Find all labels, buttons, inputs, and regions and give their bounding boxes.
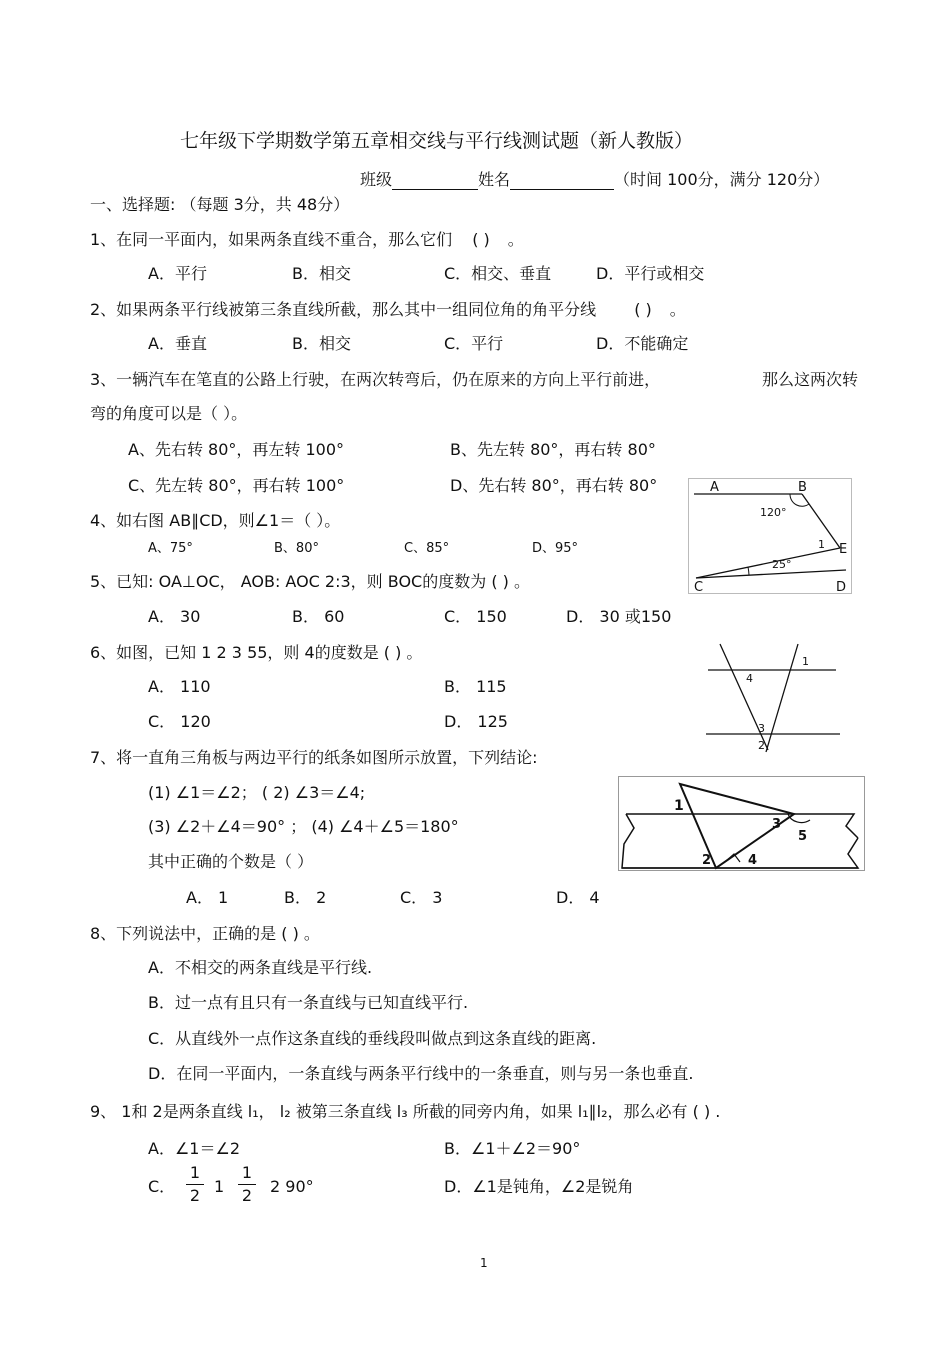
q4-figure: [688, 478, 852, 594]
q7-figure: [618, 776, 866, 872]
fraction-2-bar: [238, 1184, 256, 1185]
question-2-stem: [90, 300, 686, 320]
q9-option-c-fraction-1: [186, 1164, 204, 1205]
q1-option-d: D．平行或相交: [596, 264, 705, 283]
q7-option-a: A． 1: [186, 888, 229, 907]
q2-option-b: B．相交: [292, 334, 351, 353]
point-a-label: A: [710, 480, 719, 495]
header-info: [360, 170, 829, 190]
paper-strip-top-edge: [626, 814, 858, 838]
question-8-stem: 8、下列说法中，正确的是 ( ) 。: [90, 924, 320, 943]
fraction-2-denominator: 2: [241, 1186, 253, 1205]
q4-figure-frame: [689, 479, 852, 594]
q7-question: 其中正确的个数是（ ）: [148, 852, 314, 871]
name-blank[interactable]: [510, 171, 614, 190]
q6-option-b: B． 115: [444, 677, 507, 696]
point-c-label: C: [694, 580, 704, 594]
paper-strip-bottom-edge: [622, 814, 858, 868]
point-d-label: D: [836, 580, 847, 594]
q1-option-b: B．相交: [292, 264, 351, 283]
time-info: （时间 100分，满分 120分）: [614, 170, 830, 189]
angle-1-label: 1: [818, 538, 825, 551]
q2-option-a: A．垂直: [148, 334, 207, 353]
question-1-stem: [90, 230, 524, 250]
question-7-stem: 7、将一直角三角板与两边平行的纸条如图所示放置，下列结论:: [90, 748, 538, 767]
q2-end: 。: [669, 300, 686, 319]
q5-option-a: A． 30: [148, 607, 201, 626]
angle-2-label: 2: [758, 739, 765, 752]
q8-option-a: A．不相交的两条直线是平行线.: [148, 958, 373, 977]
q7-option-d: D． 4: [556, 888, 600, 907]
q2-option-c: C．平行: [444, 334, 504, 353]
q9-option-c-angle-1: 1: [214, 1177, 225, 1196]
q2-paren: ( ): [634, 300, 652, 319]
q1-text: 1、在同一平面内，如果两条直线不重合，那么它们: [90, 230, 453, 249]
class-blank[interactable]: [392, 171, 478, 190]
q4-option-c: C、85°: [404, 541, 450, 556]
angle-1-label: 1: [674, 798, 684, 814]
q8-option-c: C．从直线外一点作这条直线的垂线段叫做点到这条直线的距离.: [148, 1029, 597, 1048]
q7-figure-frame: [619, 777, 865, 871]
angle-5-label: 5: [798, 829, 808, 844]
q8-option-b: B．过一点有且只有一条直线与已知直线平行.: [148, 993, 469, 1012]
q4-option-a: A、75°: [148, 541, 193, 556]
question-3-stem-line2: 弯的角度可以是（ ）。: [90, 404, 248, 423]
angle-3-label: 3: [772, 817, 782, 832]
angle-2-label: 2: [702, 853, 712, 868]
q7-conclusion-3-4: (3) ∠2＋∠4＝90° ； (4) ∠4＋∠5＝180°: [148, 817, 459, 836]
q3-option-d: D、先右转 80°，再右转 80°: [450, 476, 658, 495]
q6-figure: [700, 640, 846, 756]
transversal-right: [766, 644, 798, 752]
q9-option-b: B．∠1＋∠2＝90°: [444, 1139, 581, 1158]
section-heading: 一、选择题: （每题 3分，共 48分）: [90, 195, 350, 214]
name-label: 姓名: [478, 170, 511, 189]
question-4-stem: 4、如右图 AB∥CD，则∠1＝（ ）。: [90, 511, 341, 530]
angle-4-label: 4: [746, 672, 753, 685]
q1-option-c: C．相交、垂直: [444, 264, 552, 283]
point-b-label: B: [798, 480, 807, 495]
q7-conclusion-1-2: (1) ∠1＝∠2； ( 2) ∠3＝∠4;: [148, 783, 366, 802]
question-9-stem: 9、 1和 2是两条直线 l₁， l₂ 被第三条直线 l₃ 所截的同旁内角，如果 l₁∥l₂，那么必有 ( ) .: [90, 1102, 721, 1121]
fraction-1-denominator: 2: [189, 1186, 201, 1205]
q5-option-c: C． 150: [444, 607, 507, 626]
q5-option-b: B． 60: [292, 607, 345, 626]
fraction-1-numerator: 1: [189, 1163, 201, 1182]
angle-4-label: 4: [748, 853, 758, 868]
line-ce: [696, 548, 840, 578]
q9-option-c-fraction-2: [238, 1164, 256, 1205]
angle-1-label: 1: [802, 655, 809, 668]
q7-option-b: B． 2: [284, 888, 327, 907]
question-3-stem-line1: 3、一辆汽车在笔直的公路上行驶，在两次转弯后，仍在原来的方向上平行前进，: [90, 370, 661, 389]
q3-option-a: A、先右转 80°，再左转 100°: [128, 440, 345, 459]
angle-c-arc: [748, 567, 749, 575]
q1-end: 。: [507, 230, 524, 249]
angle-25-label: 25°: [772, 558, 792, 571]
q2-text: 2、如果两条平行线被第三条直线所截，那么其中一组同位角的角平分线: [90, 300, 597, 319]
q9-option-a: A．∠1＝∠2: [148, 1139, 240, 1158]
q6-option-c: C． 120: [148, 712, 211, 731]
class-label: 班级: [360, 170, 393, 189]
q3-option-c: C、先左转 80°，再右转 100°: [128, 476, 345, 495]
q7-option-c: C． 3: [400, 888, 443, 907]
fraction-1-bar: [186, 1184, 204, 1185]
q2-option-d: D．不能确定: [596, 334, 689, 353]
q9-option-c-prefix: C．: [148, 1177, 176, 1196]
q1-option-a: A．平行: [148, 264, 207, 283]
q5-option-d: D． 30 或150: [566, 607, 672, 626]
question-6-stem: 6、如图，已知 1 2 3 55，则 4的度数是 ( ) 。: [90, 643, 423, 662]
page-number: 1: [480, 1256, 488, 1270]
q4-option-d: D、95°: [532, 541, 579, 556]
question-3-stem-line1b: 那么这两次转: [762, 370, 859, 389]
q9-option-d: D．∠1是钝角，∠2是锐角: [444, 1177, 634, 1196]
q4-option-b: B、80°: [274, 541, 319, 556]
q1-paren: ( ): [472, 230, 490, 249]
question-5-stem: 5、已知: OA⊥OC， AOB: AOC 2:3，则 BOC的度数为 ( ) 。: [90, 572, 530, 591]
q8-option-d: D．在同一平面内，一条直线与两条平行线中的一条垂直，则与另一条也垂直.: [148, 1064, 694, 1083]
q9-option-c-tail: 2 90°: [270, 1177, 314, 1196]
fraction-2-numerator: 1: [241, 1163, 253, 1182]
angle-3-label: 3: [758, 722, 765, 735]
point-e-label: E: [839, 542, 848, 557]
angle-120-label: 120°: [760, 506, 787, 519]
line-cd: [696, 570, 846, 578]
q6-option-d: D． 125: [444, 712, 508, 731]
q3-option-b: B、先左转 80°，再右转 80°: [450, 440, 656, 459]
page-title: 七年级下学期数学第五章相交线与平行线测试题（新人教版）: [180, 130, 694, 152]
q6-option-a: A． 110: [148, 677, 211, 696]
